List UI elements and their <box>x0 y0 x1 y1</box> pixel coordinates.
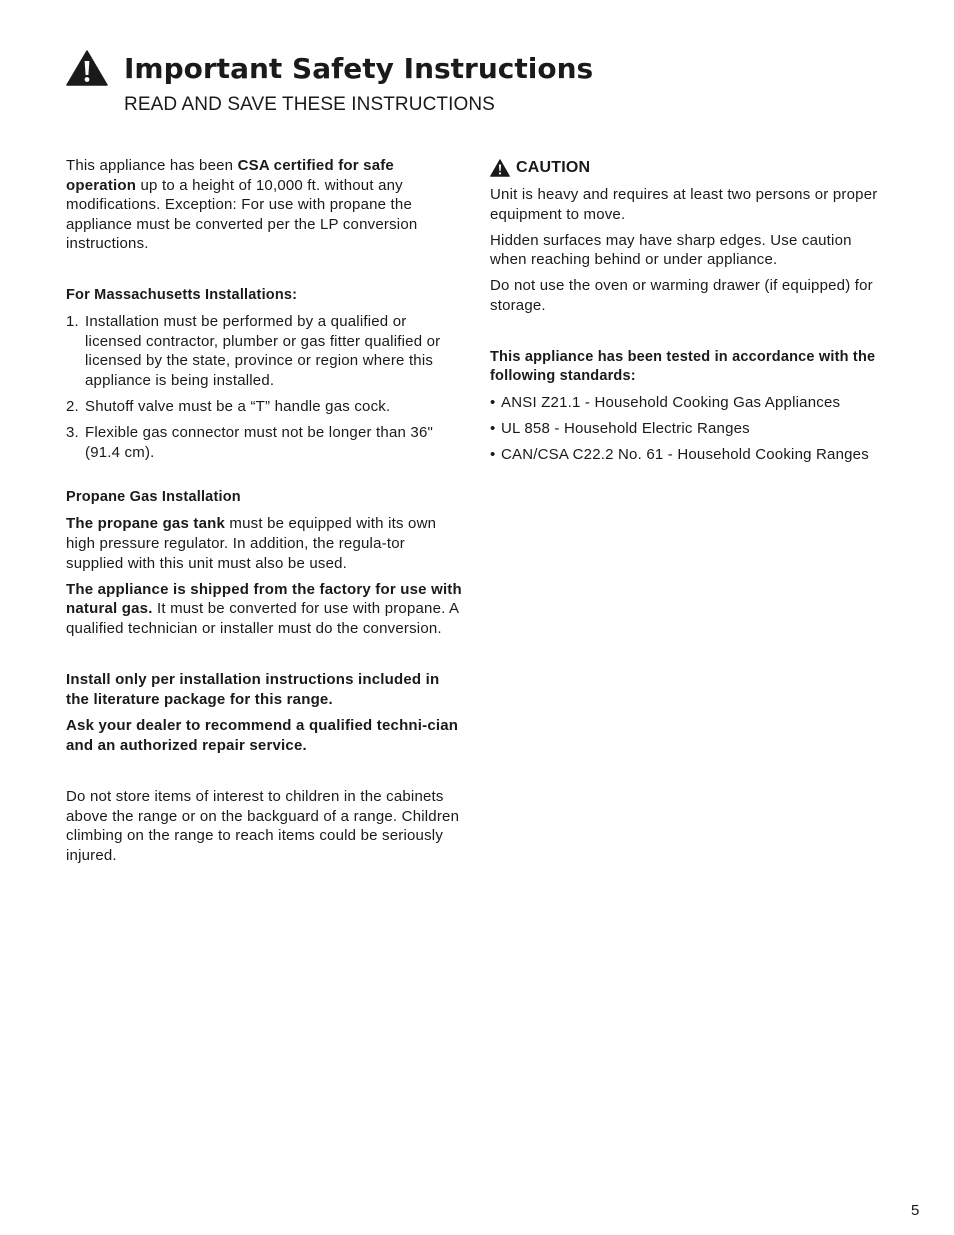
list-item: • ANSI Z21.1 - Household Cooking Gas Appliances <box>490 394 841 412</box>
page-title: Important Safety Instructions <box>124 52 594 85</box>
caution-item: Do not use the oven or warming drawer (if equipped) for storage. <box>490 277 873 314</box>
install-instructions-paragraph: Install only per installation instructions included in the literature package for this range. <box>66 671 440 708</box>
standards-heading: This appliance has been tested in accordance with the following standards: <box>490 348 876 385</box>
children-warning-paragraph: Do not store items of interest to children in the cabinets above the range or on the backguard of a range. Children climbing on the range to reach items could be seriously injured. <box>66 788 460 865</box>
propane-heading: Propane Gas Installation <box>66 489 241 506</box>
warning-triangle-icon <box>66 50 108 86</box>
propane-tank-paragraph: The propane gas tank must be equipped with its own high pressure regulator. In addition, the regula-tor supplied with this unit must also be used. <box>66 515 437 572</box>
list-item: 1. Installation must be performed by a qualified or licensed contractor, plumber or gas fitter qualified or licensed by the state, province or region where this appliance is being installed. <box>66 313 441 389</box>
massachusetts-heading: For Massachusetts Installations: <box>66 286 298 303</box>
list-item: • CAN/CSA C22.2 No. 61 - Household Cooking Ranges <box>490 446 869 464</box>
page-subtitle: READ AND SAVE THESE INSTRUCTIONS <box>124 94 495 115</box>
csa-paragraph: This appliance has been CSA certified for safe operation up to a height of 10,000 ft. without any modifications. Exception: For use with propane the appliance must be converted per the LP conversion instructions. <box>66 157 418 253</box>
massachusetts-list <box>66 312 464 462</box>
caution-label: CAUTION <box>516 159 591 176</box>
dealer-paragraph: Ask your dealer to recommend a qualified techni-cian and an authorized repair service. <box>66 717 459 754</box>
page-number: 5 <box>911 1202 920 1219</box>
caution-item: Unit is heavy and requires at least two persons or proper equipment to move. <box>490 186 878 223</box>
natural-gas-paragraph: The appliance is shipped from the factory for use with natural gas. It must be converted for use with propane. A qualified technician or installer must do the conversion. <box>66 580 462 637</box>
caution-item: Hidden surfaces may have sharp edges. Use caution when reaching behind or under appliance. <box>490 231 852 269</box>
left-column <box>66 156 464 866</box>
caution-heading <box>490 158 882 178</box>
list-item: • UL 858 - Household Electric Ranges <box>490 420 750 438</box>
warning-triangle-icon <box>490 159 510 177</box>
list-item: 3. Flexible gas connector must not be longer than 36" (91.4 cm). <box>66 424 434 461</box>
right-column <box>490 158 882 472</box>
standards-list <box>490 393 882 465</box>
list-item: 2. Shutoff valve must be a “T” handle gas cock. <box>66 397 391 415</box>
